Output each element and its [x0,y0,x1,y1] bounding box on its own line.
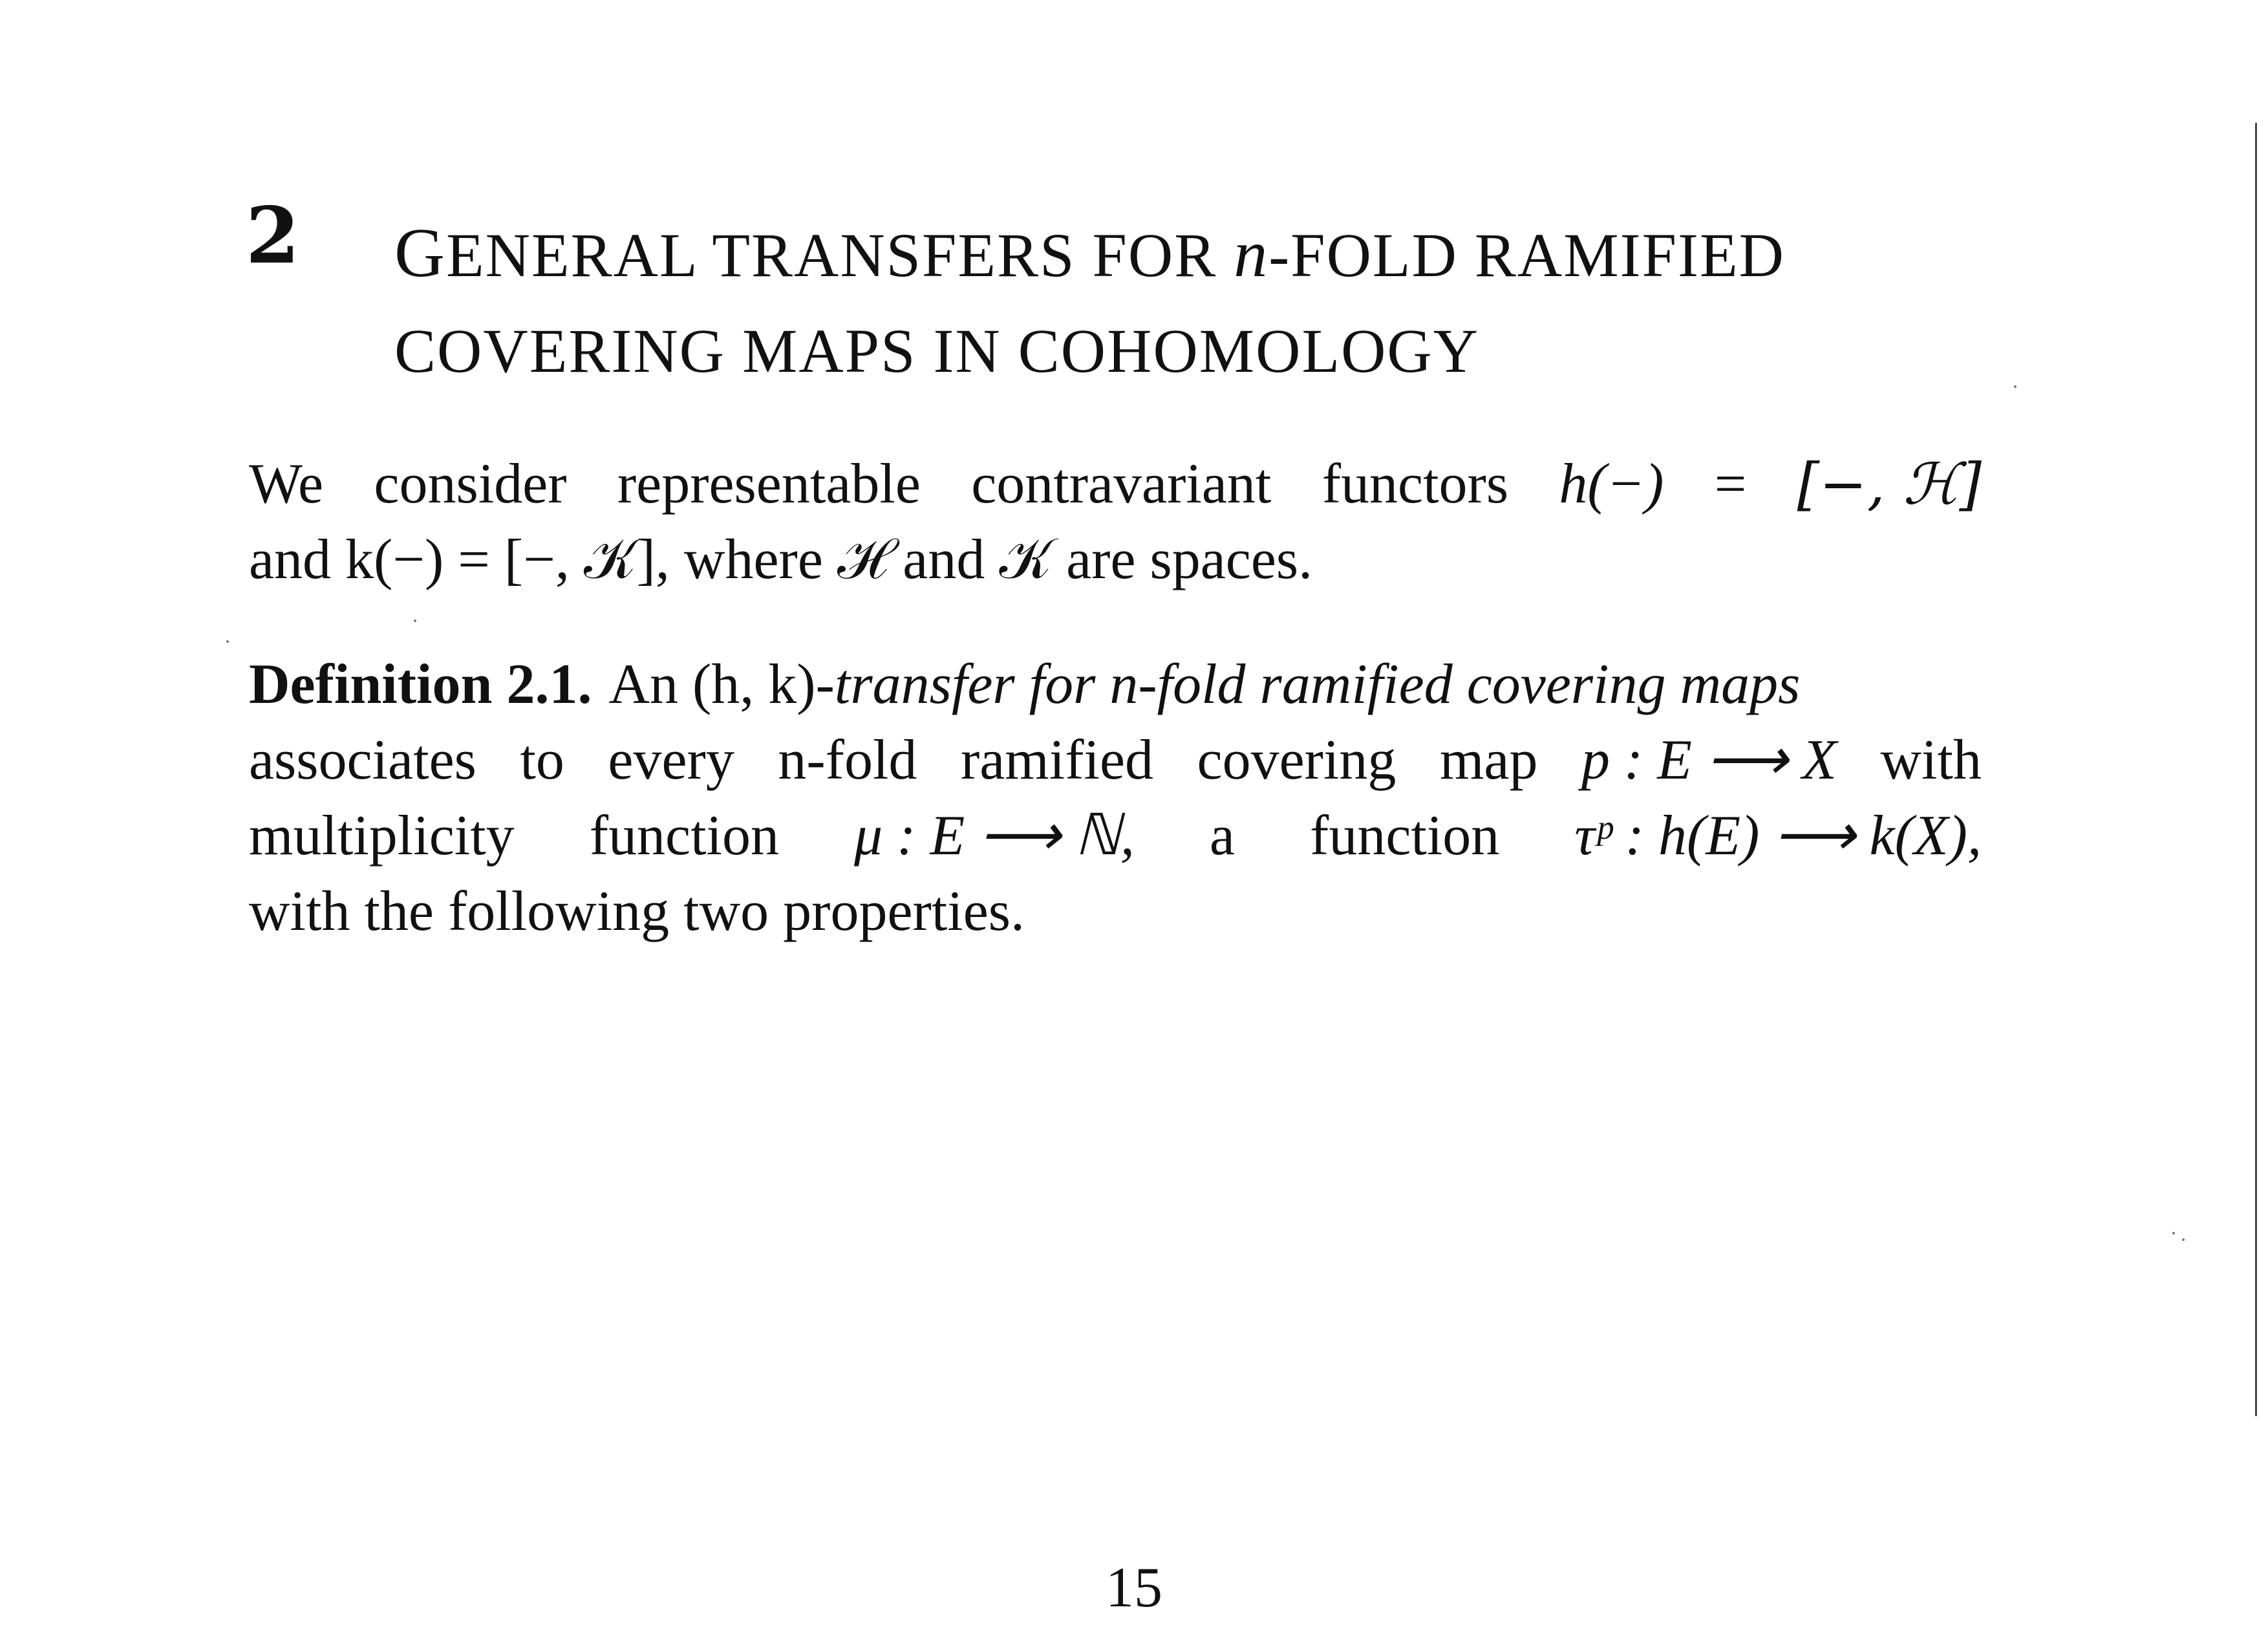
section-number: 2 [246,190,300,281]
intro-line-1: We consider representable contravariant functors h(−) = [−, ℋ] [249,451,1982,517]
scan-speck [2014,385,2017,388]
definition-line-2: associates to every n-fold ramified covering map p : E ⟶ X with [249,729,1982,792]
intro-paragraph [249,446,1982,598]
definition-paragraph [249,647,1982,949]
defined-term: transfer for n-fold ramified covering maps [834,653,1801,716]
scan-speck [2172,1232,2175,1234]
section-title [394,206,2075,399]
definition-line-4: with the following two properties. [249,880,1025,943]
scan-edge-line [2255,123,2257,1416]
intro-line-2: and k(−) = [−, 𝒦], where ℋ and 𝒦 are spaces. [249,528,1313,591]
section-title-line-2: COVERING MAPS IN COHOMOLOGY [394,316,1480,385]
definition-line-1: Definition 2.1. An (h, k)- transfer for n-fold ramified covering maps [249,647,1982,722]
scan-speck [226,640,229,643]
definition-label: Definition 2.1. [249,653,592,716]
scan-speck [2182,1238,2185,1241]
definition-line-3: multiplicity function μ : E ⟶ ℕ, a function τᵖ : h(E) ⟶ k(X), [249,804,1982,867]
page-number: 15 [1106,1557,1162,1619]
scan-speck [414,620,416,622]
section-title-line-1: GENERAL TRANSFERS FOR n-FOLD RAMIFIED [394,215,1785,292]
